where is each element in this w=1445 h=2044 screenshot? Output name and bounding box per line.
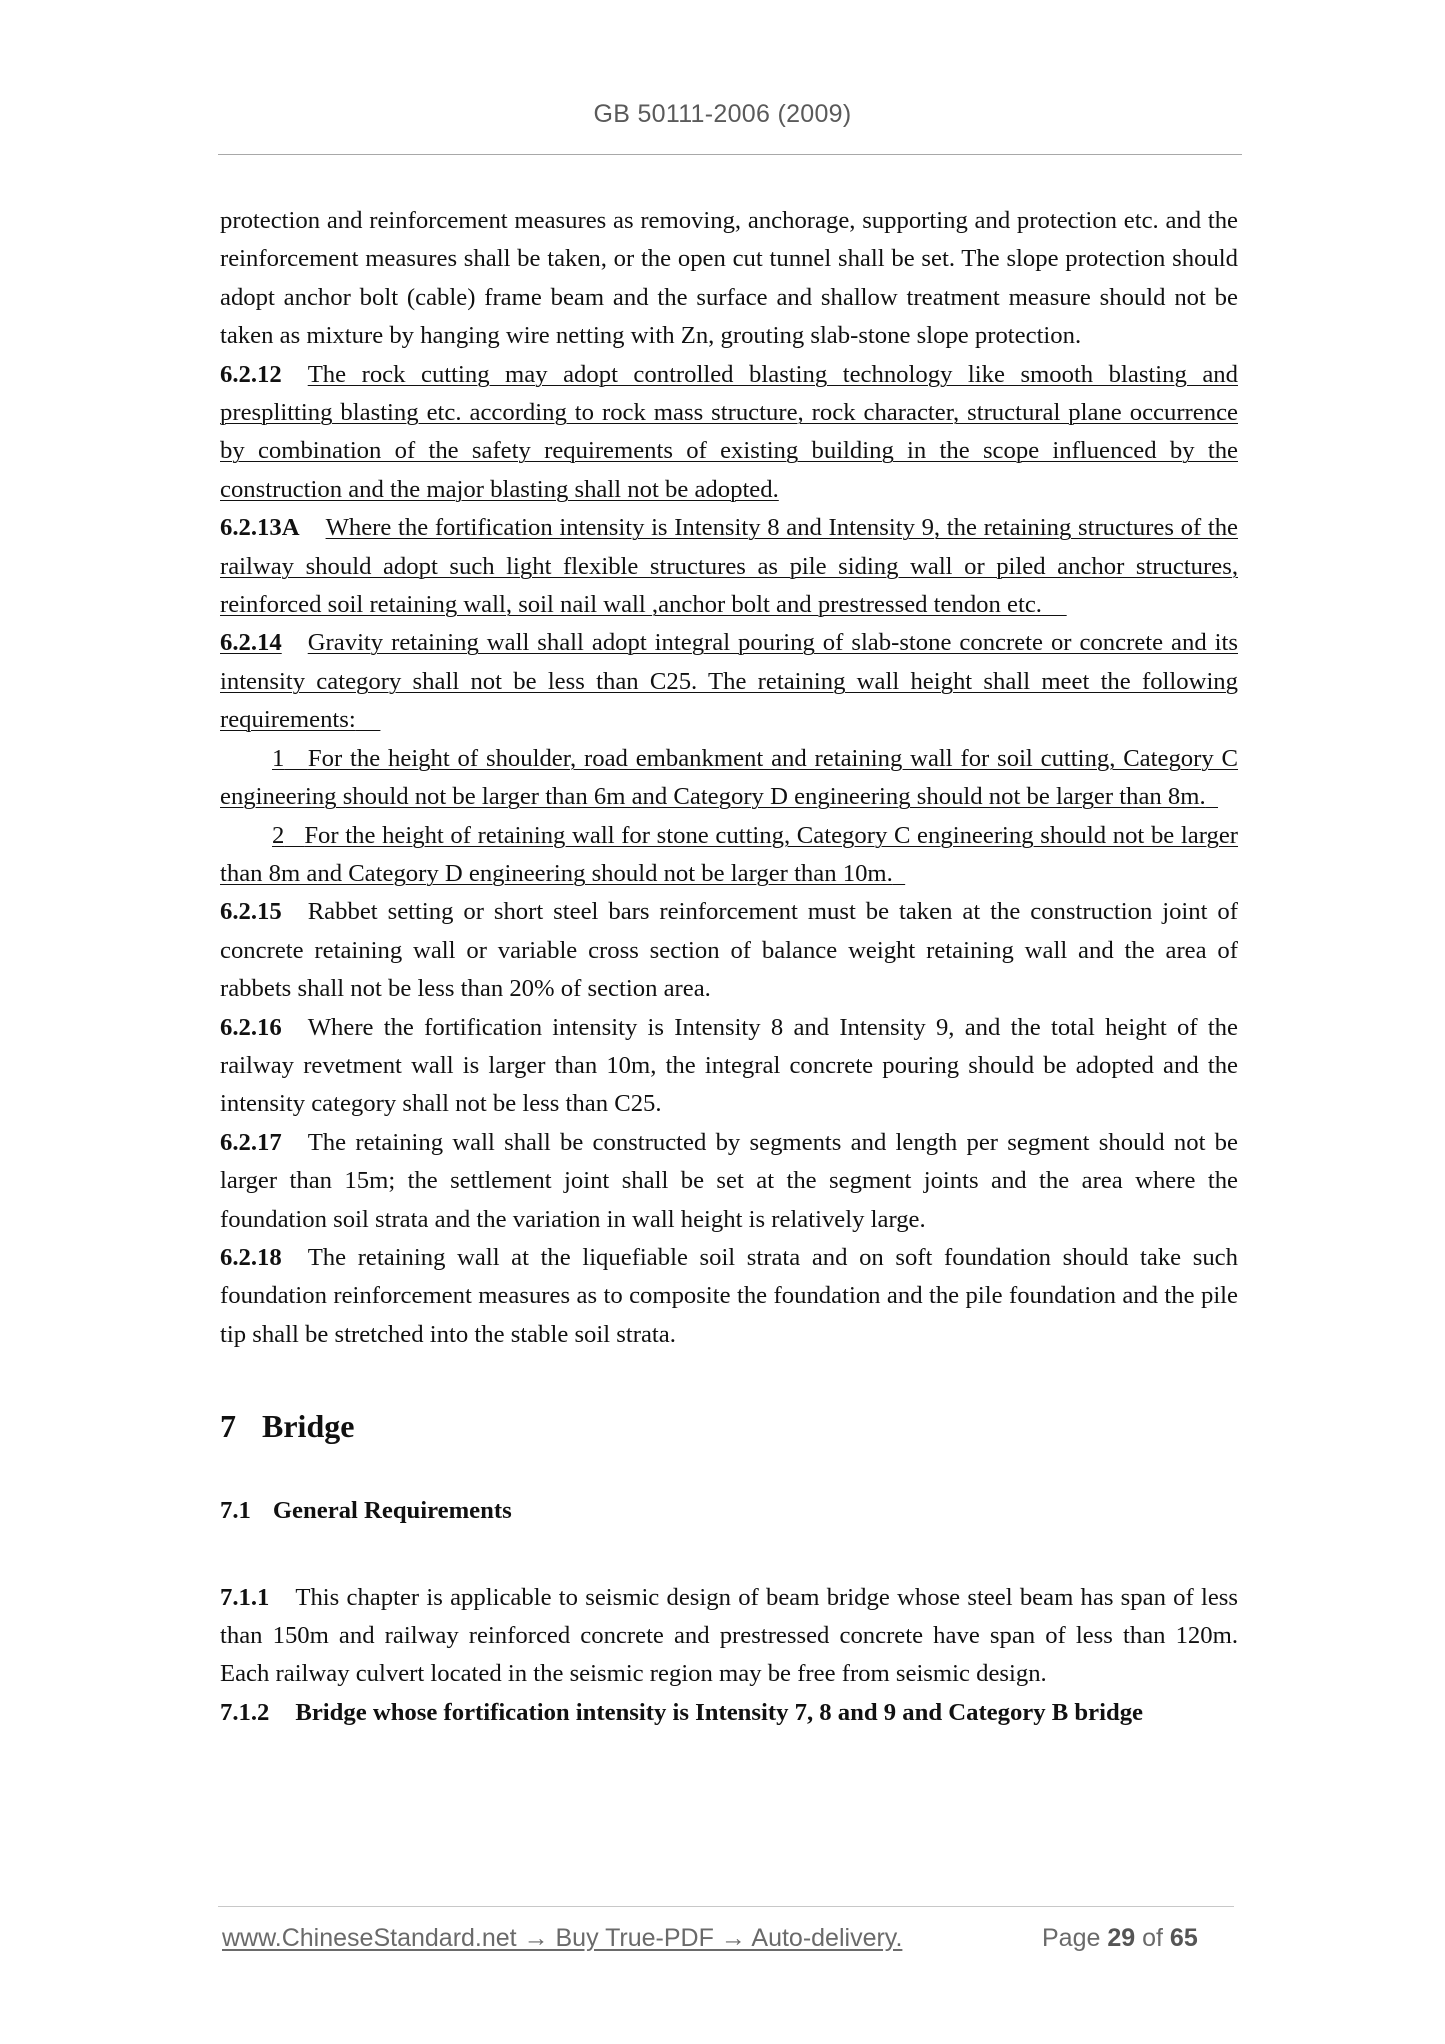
header-divider [218,154,1242,155]
page-current: 29 [1107,1924,1136,1952]
item-text: For the height of shoulder, road embankment and retaining wall for soil cutting, Category C engineering should not be larger than 6m and Category D engineering should not be larger than 8m. [220,744,1239,811]
footer-page-indicator [1042,1924,1198,1953]
clause-number: 6.2.12 [220,360,282,388]
clause-6-2-17 [220,1124,1238,1239]
clause-text: Where the fortification intensity is Intensity 8 and Intensity 9, and the total height of the railway revetment wall is larger than 10m, the integral concrete pouring should be adopted and the intensity category shall not be less than C25. [220,1013,1238,1118]
clause-text: This chapter is applicable to seismic design of beam bridge whose steel beam has span of less than 150m and railway reinforced concrete and prestressed concrete have span of less than 120m. Each railway culvert located in the seismic region may be free from seismic design. [220,1583,1238,1688]
item-number: 1 [272,744,285,772]
page-total: 65 [1169,1924,1198,1952]
header-standard-title: GB 50111-2006 (2009) [593,100,852,128]
clause-text: Rabbet setting or short steel bars reinforcement must be taken at the construction joint of concrete retaining wall or variable cross section of balance weight retaining wall and the area of rabbets shall not be less than 20% of section area. [220,898,1238,1003]
of-label: of [1142,1924,1163,1952]
clause-6-2-18 [220,1239,1238,1354]
section-heading [220,1492,1238,1530]
clause-text: The rock cutting may adopt controlled blasting technology like smooth blasting and presplitting blasting etc. according to rock mass structure, rock character, structural plane occurrence by combination of the safety requirements of existing building in the scope influenced by the construction and the major blasting shall not be adopted. [220,360,1238,503]
paragraph-continued: protection and reinforcement measures as removing, anchorage, supporting and protection etc. and the reinforcement measures shall be taken, or the open cut tunnel shall be set. The slope protection should adopt anchor bolt (cable) frame beam and the surface and shallow treatment measure should not be taken as mixture by hanging wire netting with Zn, grouting slab-stone slope protection. [220,207,1238,350]
item-text: For the height of retaining wall for stone cutting, Category C engineering should not be larger than 8m and Category D engineering should not be larger than 10m. [220,821,1239,887]
footer-store-link[interactable]: www.ChineseStandard.net → Buy True-PDF → Auto-delivery. [222,1924,903,1952]
page-label: Page [1042,1924,1101,1952]
clause-text: Bridge whose fortification intensity is Intensity 7, 8 and 9 and Category B bridge [295,1698,1143,1726]
item-number: 2 [272,821,285,849]
clause-number: 6.2.16 [220,1013,282,1041]
clause-text: The retaining wall at the liquefiable soil strata and on soft foundation should take such foundation reinforcement measures as to composite the foundation and the pile foundation and the pile tip shall be stretched into the stable soil strata. [220,1243,1238,1348]
clause-number: 6.2.15 [220,898,282,926]
clause-6-2-14-item-1 [220,740,1238,817]
footer-divider [218,1906,1234,1907]
document-body [220,202,1238,1732]
clause-text: The retaining wall shall be constructed by segments and length per segment should not be larger than 15m; the settlement joint shall be set at the segment joints and the area where the foundation soil strata and the variation in wall height is relatively large. [220,1128,1238,1233]
chapter-number: 7 [220,1408,236,1445]
clause-number: 6.2.18 [220,1243,282,1271]
chapter-heading [220,1406,1238,1446]
clause-text: Where the fortification intensity is Intensity 8 and Intensity 9, the retaining structures of the railway should adopt such light flexible structures as pile siding wall or piled anchor structures, reinforced soil retaining wall, soil nail wall ,anchor bolt and prestressed tendon etc. [220,514,1238,619]
clause-text: Gravity retaining wall shall adopt integral pouring of slab-stone concrete or concrete and its intensity category shall not be less than C25. The retaining wall height shall meet the following requirements: [220,629,1238,734]
chapter-title: Bridge [262,1408,355,1445]
clause-6-2-12 [220,356,1238,510]
clause-number: 6.2.17 [220,1128,282,1156]
clause-7-1-2 [220,1694,1238,1732]
clause-6-2-14 [220,624,1238,739]
clause-6-2-13a [220,509,1238,624]
clause-number: 6.2.14 [220,629,282,657]
clause-number: 7.1.1 [220,1583,270,1611]
clause-number: 6.2.13A [220,514,300,542]
clause-6-2-15 [220,893,1238,1008]
clause-6-2-14-item-2 [220,817,1238,894]
clause-6-2-16 [220,1009,1238,1124]
clause-7-1-1 [220,1579,1238,1694]
section-number: 7.1 [220,1497,251,1525]
clause-number: 7.1.2 [220,1698,270,1726]
section-title: General Requirements [272,1497,512,1525]
